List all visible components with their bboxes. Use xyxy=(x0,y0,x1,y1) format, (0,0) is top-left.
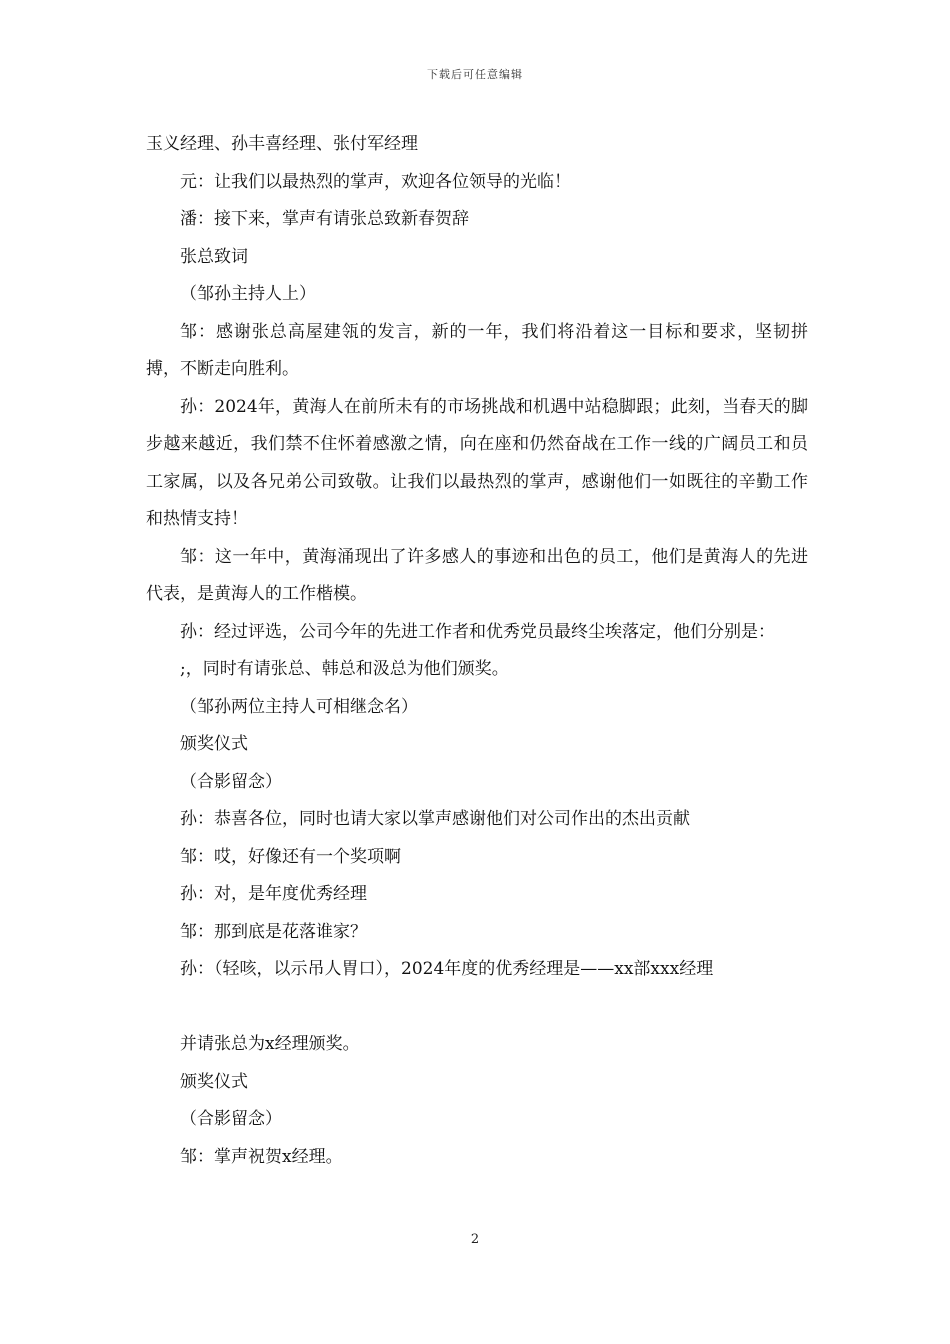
paragraph-sun-manager-award: 孙：对，是年度优秀经理 xyxy=(180,884,367,904)
paragraph-manager-names: 玉义经理、孙丰喜经理、张付军经理 xyxy=(146,134,418,154)
paragraph-ceremony: 颁奖仪式 xyxy=(180,734,248,754)
paragraph-sun-selection: 孙：经过评选，公司今年的先进工作者和优秀党员最终尘埃落定，他们分别是： xyxy=(180,621,775,642)
page-header: 下载后可任意编辑 xyxy=(427,68,523,81)
paragraph-zou-congrats: 邹：掌声祝贺x经理。 xyxy=(180,1146,343,1167)
paragraph-award-presenter: 并请张总为x经理颁奖。 xyxy=(180,1034,360,1054)
paragraph-zou-who: 邹：那到底是花落谁家？ xyxy=(180,921,367,942)
paragraph-zou-another-award: 邹：哎，好像还有一个奖项啊 xyxy=(180,846,401,867)
paragraph-sun-announce: 孙：（轻咳，以示吊人胃口），2024年度的优秀经理是——xx部xxx经理 xyxy=(180,959,714,979)
paragraph-ceremony-2: 颁奖仪式 xyxy=(180,1071,248,1092)
paragraph-group-photo-2: （合影留念） xyxy=(180,1109,282,1129)
paragraph-speech-title: 张总致词 xyxy=(180,246,248,267)
paragraph-yuan-welcome: 元：让我们以最热烈的掌声，欢迎各位领导的光临！ xyxy=(180,171,571,192)
paragraph-stage-direction: （邹孙主持人上） xyxy=(180,284,316,304)
paragraph-pan-invite: 潘：接下来，掌声有请张总致新春贺辞 xyxy=(180,209,469,229)
document-body xyxy=(146,126,808,1176)
blank-line xyxy=(146,989,808,1027)
paragraph-zou-models: 邹：这一年中，黄海涌现出了许多感人的事迹和出色的员工，他们是黄海人的先进代表，是黄海人的工作楷模。 xyxy=(146,546,808,604)
page-number: 2 xyxy=(470,1232,480,1247)
paragraph-name-reading: （邹孙两位主持人可相继念名） xyxy=(180,696,418,717)
paragraph-sun-congrats: 孙：恭喜各位，同时也请大家以掌声感谢他们对公司作出的杰出贡献 xyxy=(180,809,690,829)
paragraph-group-photo: （合影留念） xyxy=(180,771,282,792)
paragraph-zou-thanks: 邹：感谢张总高屋建瓴的发言，新的一年，我们将沿着这一目标和要求，坚韧拼搏，不断走向胜利。 xyxy=(146,321,808,379)
paragraph-sun-tribute: 孙：2024年，黄海人在前所未有的市场挑战和机遇中站稳脚跟；此刻，当春天的脚步越来越近，我们禁不住怀着感激之情，向在座和仍然奋战在工作一线的广阔员工和员工家属，以及各兄弟公司致敬。让我们以最热烈的掌声，感谢他们一如既往的辛勤工作和热情支持！ xyxy=(146,396,808,529)
paragraph-award-invite: ;，同时有请张总、韩总和汲总为他们颁奖。 xyxy=(180,659,509,679)
